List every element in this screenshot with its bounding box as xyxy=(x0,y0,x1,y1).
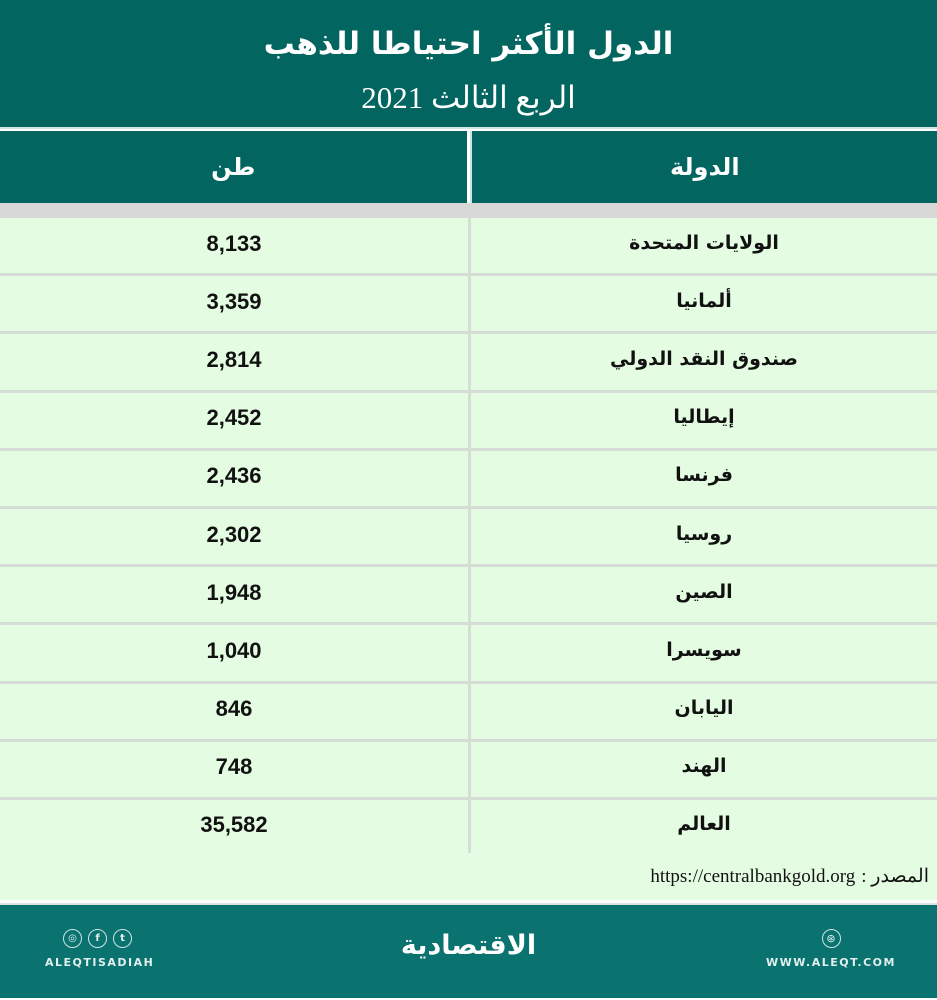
table-row xyxy=(0,742,937,800)
table-row xyxy=(0,567,937,625)
twitter-icon[interactable]: t xyxy=(113,929,132,948)
country-cell: إيطاليا xyxy=(673,406,735,429)
brand-logo: الاقتصادية xyxy=(400,930,537,961)
tons-cell: 2,814 xyxy=(206,346,262,372)
source-link[interactable]: https://centralbankgold.org xyxy=(650,865,856,887)
table-header xyxy=(0,131,937,203)
social-handle: ALEQTISADIAH xyxy=(45,956,155,969)
tons-cell: 2,302 xyxy=(206,521,262,547)
country-cell: فرنسا xyxy=(675,464,733,487)
country-cell: ألمانيا xyxy=(676,289,732,312)
tons-cell: 846 xyxy=(215,696,253,722)
title-block xyxy=(0,0,937,129)
table-row xyxy=(0,684,937,742)
tons-cell: 2,452 xyxy=(206,405,262,431)
table-row xyxy=(0,509,937,567)
column-header-tons: طن xyxy=(0,131,467,203)
table-row xyxy=(0,276,937,334)
country-cell: صندوق النقد الدولي xyxy=(610,347,798,370)
website-block xyxy=(765,929,897,969)
header-spacer xyxy=(0,203,937,218)
tons-cell: 748 xyxy=(215,754,253,780)
country-cell: اليابان xyxy=(674,697,734,720)
table-row xyxy=(0,393,937,451)
source-note xyxy=(0,853,937,900)
country-cell: الصين xyxy=(675,580,733,603)
table-row xyxy=(0,218,937,276)
country-cell: روسيا xyxy=(675,522,733,545)
footer xyxy=(0,903,937,998)
facebook-icon[interactable]: f xyxy=(88,929,107,948)
page-subtitle: الربع الثالث 2021 xyxy=(361,80,576,115)
table-row xyxy=(0,625,937,683)
tons-cell: 1,948 xyxy=(206,579,262,605)
tons-cell: 1,040 xyxy=(206,637,262,663)
globe-icon[interactable]: ⊛ xyxy=(822,929,841,948)
page-title: الدول الأكثر احتياطا للذهب xyxy=(263,26,674,62)
country-cell: سويسرا xyxy=(666,638,742,661)
website-url[interactable]: WWW.ALEQT.COM xyxy=(766,956,896,969)
tons-cell: 3,359 xyxy=(206,288,262,314)
country-cell: العالم xyxy=(677,813,731,836)
table-row-total xyxy=(0,800,937,858)
table-row xyxy=(0,334,937,392)
source-label: المصدر : xyxy=(861,866,929,887)
column-header-country: الدولة xyxy=(472,131,937,203)
tons-cell: 35,582 xyxy=(200,812,268,838)
instagram-icon[interactable]: ◎ xyxy=(63,929,82,948)
tons-cell: 2,436 xyxy=(206,463,262,489)
country-cell: الهند xyxy=(681,755,727,778)
table-body xyxy=(0,218,937,858)
table-row xyxy=(0,451,937,509)
tons-cell: 8,133 xyxy=(206,230,262,256)
country-cell: الولايات المتحدة xyxy=(629,231,779,254)
